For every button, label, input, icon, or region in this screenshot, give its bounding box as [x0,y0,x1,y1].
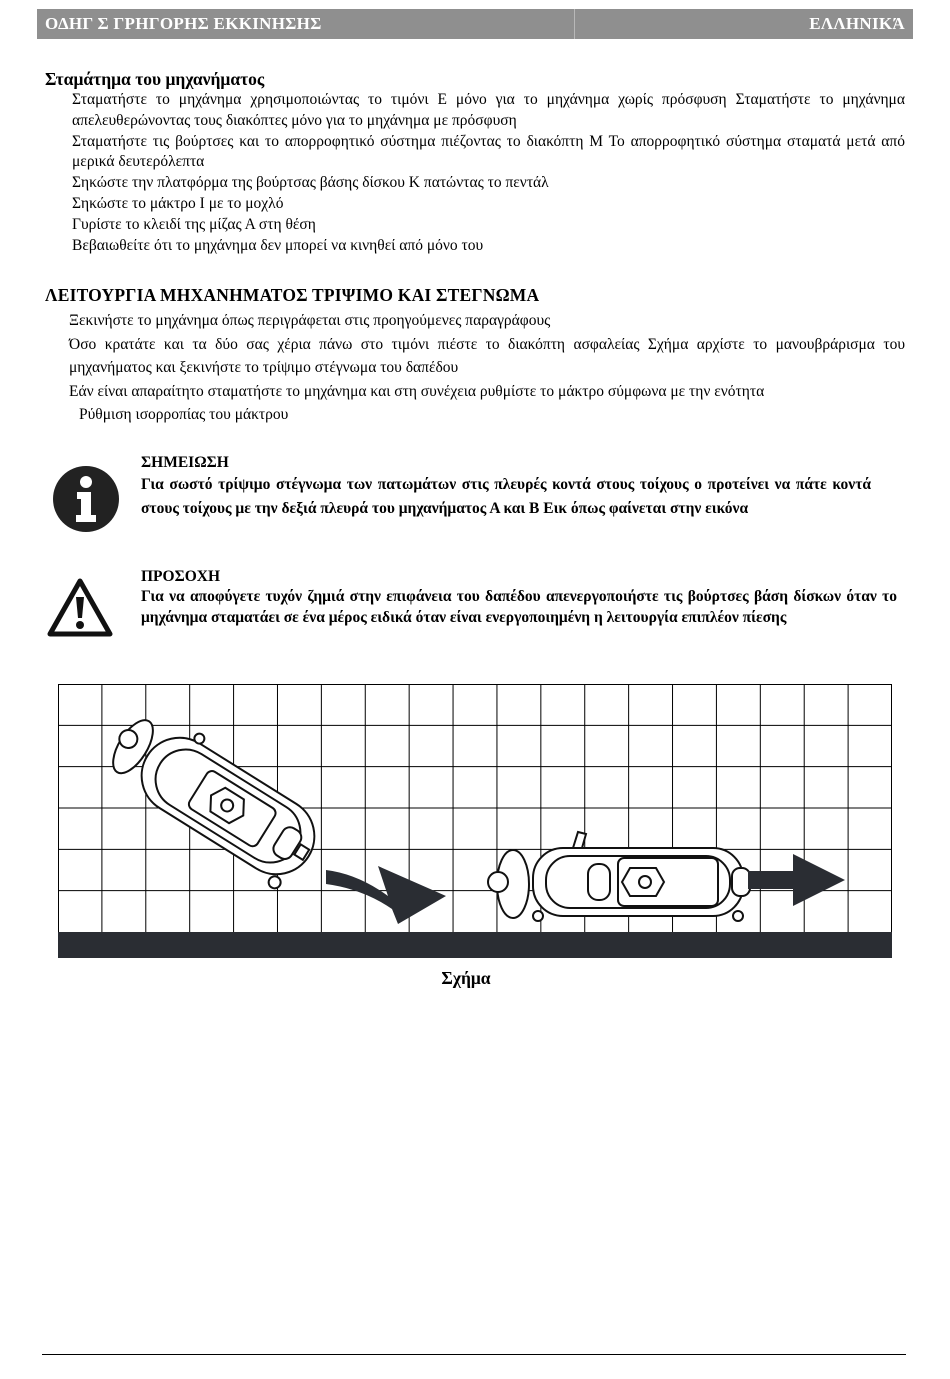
warning-icon [46,577,114,639]
note-text: Για σωστό τρίψιμο στέγνωμα των πατωμάτων στις πλευρές κοντά στους τοίχους ο προτείνει να πάτε κοντά στους τοίχους με την δεξιά πλευρά του μηχανήματος Α και Β Εικ όπως φαίνεται στην εικόνα [141,476,871,517]
paragraph: Βεβαιωθείτε ότι το μηχάνημα δεν μπορεί να κινηθεί από μόνο του [72,236,484,254]
info-icon [52,465,120,533]
machine-2 [488,832,750,921]
caution-text: Για να αποφύγετε τυχόν ζημιά στην επιφάνεια του δαπέδου απενεργοποιήστε τις βούρτσες βάση δίσκων όταν το μηχάνημα σταματάει σε ένα μέρος ειδικά όταν είναι ενεργοποιημένη η λειτουργία επιπλέον πίεσης [141,588,897,626]
paragraph: Σηκώστε το μάκτρο Ι με το μοχλό [72,194,284,212]
header-language: ΕΛΛΗΝΙΚΆ [809,14,905,33]
header-title: ΟΔΗΓ Σ ΓΡΗΓΟΡΗΣ ΕΚΚΙΝΗΣΗΣ [45,14,322,33]
caution-box [141,567,897,628]
paragraph: Όσο κρατάτε και τα δύο σας χέρια πάνω στο τιμόνι πιέστε το διακόπτη ασφαλείας Σχήμα αρχίστε το μανουβράρισμα του μηχανήματος και ξεκινήστε το τρίψιμο στέγνωμα του δαπέδου [69,335,905,376]
paragraph: Σταματήστε το μηχάνημα χρησιμοποιώντας το τιμόνι Ε μόνο για το μηχάνημα χωρίς πρόσφυση Σταματήστε το μηχάνημα απελευθερώνοντας τους διακόπτες μόνο για το μηχάνημα με πρόσφυση [72,91,905,129]
machine-1 [94,698,333,896]
paragraph: Ρύθμιση ισορροπίας του μάκτρου [79,406,289,423]
paragraph: Σηκώστε την πλατφόρμα της βούρτσας βάσης δίσκου Κ πατώντας το πεντάλ [72,174,549,192]
paragraph: Σταματήστε τις βούρτσες και το απορροφητικό σύστημα πιέζοντας το διακόπτη Μ Το απορροφητικό σύστημα σταματά μετά από μερικά δευτερόλεπτα [72,132,905,171]
paragraph: Ξεκινήστε το μηχάνημα όπως περιγράφεται στις προηγούμενες παραγράφους [69,312,551,329]
note-label: ΣΗΜΕΙΩΣΗ [141,454,229,471]
section-stop-machine [45,68,905,256]
scrubbing-along-wall-figure [58,684,892,958]
footer-rule [42,1354,906,1355]
section-machine-operation [45,285,905,427]
paragraph: Γυρίστε το κλειδί της μίζας Α στη θέση [72,215,316,233]
caution-label: ΠΡΟΣΟΧΗ [141,568,221,585]
note-box [141,453,897,521]
direction-arrow-1 [326,866,446,924]
figure-caption: Σχήμα [441,968,491,988]
wall [58,932,892,958]
header-divider [574,9,575,39]
page-header [37,9,913,39]
direction-arrow-2 [748,854,845,906]
section-title: ΛΕΙΤΟΥΡΓΙΑ ΜΗΧΑΝΗΜΑΤΟΣ ΤΡΙΨΙΜΟ ΚΑΙ ΣΤΕΓΝΩΜΑ [45,285,540,305]
section-title: Σταμάτημα του μηχανήματος [45,69,265,89]
paragraph: Εάν είναι απαραίτητο σταματήστε το μηχάνημα και στη συνέχεια ρυθμίστε το μάκτρο σύμφωνα με την ενότητα [69,382,765,400]
